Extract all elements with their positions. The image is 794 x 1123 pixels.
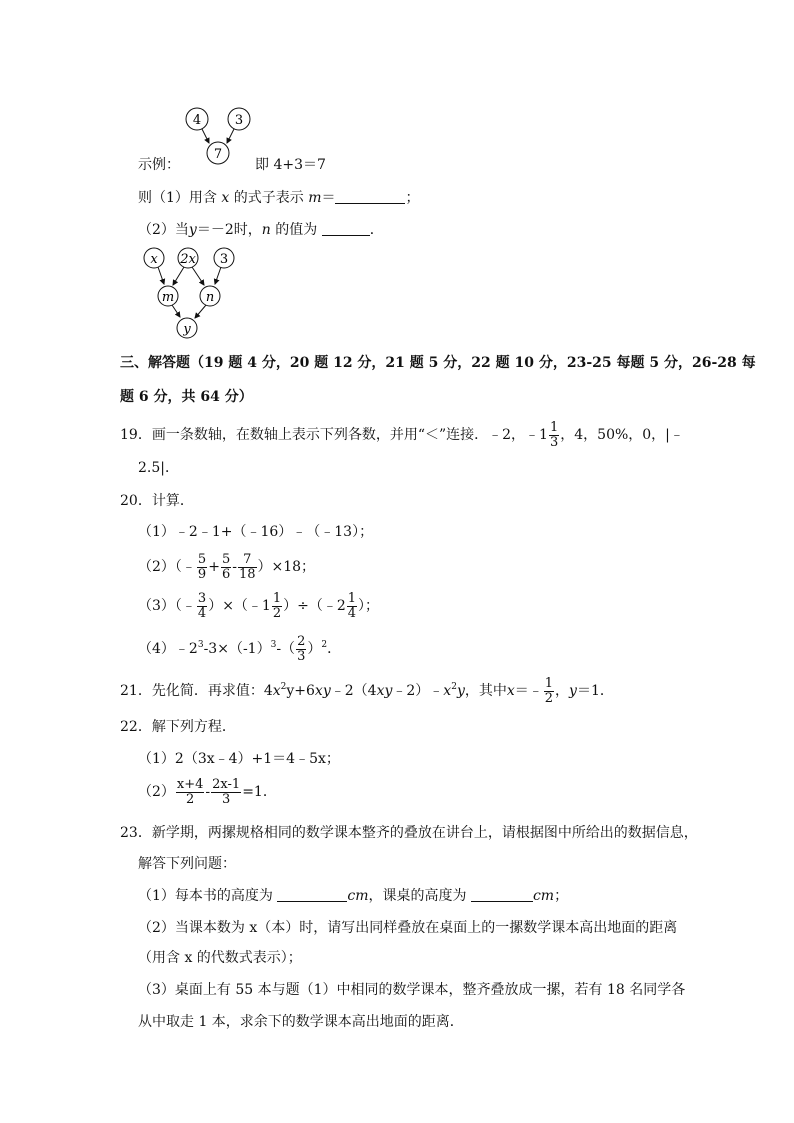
q23-line1: 23．新学期，两摞规格相同的数学课本整齐的叠放在讲台上，请根据图中所给出的数据信息， (120, 825, 698, 841)
answer-blank-book-height[interactable] (277, 887, 347, 902)
example-top-right: 3 (234, 113, 244, 128)
section-heading: 三、解答题（19 题 4 分，20 题 12 分，21 题 5 分，22 题 10 分，23-25 每题 5 分，26-28 每 (120, 355, 756, 371)
q23-line2: 解答下列问题： (138, 856, 236, 872)
answer-blank-n[interactable] (322, 221, 370, 236)
example-top-left: 4 (192, 113, 202, 128)
q19-line2: 2.5|． (138, 460, 179, 476)
q22-part1: （1）2（3x﹣4）+1＝4﹣5x； (138, 751, 340, 767)
node-2x: 2x (180, 252, 196, 267)
q21: 21．先化简．再求值：$4x^2y+6xy﹣2(4xy﹣2)﹣x^2y$，其中x＝﹣ $\frac{1}{2}$ ，y＝1． (120, 675, 614, 706)
example-bottom: 7 (213, 147, 223, 162)
example-diagram (180, 104, 260, 168)
q20-part4: $(4)﹣2^3-3\times(-1)^3-$（ $\frac{2}{3}$ ）$^2$． (138, 633, 342, 664)
q23-part2-line2: （用含 x 的代数式表示）； (138, 950, 302, 966)
q19-line1: 19．画一条数轴，在数轴上表示下列各数，并用“＜”连接．﹣2，﹣1 $\frac{1}{3}$ ，4，50%，0，|﹣ (120, 419, 684, 450)
node-x: x (150, 252, 158, 267)
q22-part2: （2） $\frac{x+4}{2}$ - $\frac{2x-1}{3}$ =1． (138, 776, 277, 807)
q18-part1: 则（1）用含 x 的式子表示 m＝ ； (138, 190, 420, 206)
node-n: n (205, 290, 215, 305)
example-label: 示例： (138, 157, 180, 173)
q22-title: 22．解下列方程． (120, 719, 236, 735)
answer-blank-m[interactable] (335, 189, 405, 204)
q23-part3-line2: 从中取走 1 本，求余下的数学课本高出地面的距离． (138, 1014, 464, 1030)
node-y: y (183, 322, 191, 337)
example-meaning: 即 4+3＝7 (255, 157, 326, 173)
q20-title: 20．计算． (120, 493, 194, 509)
q23-part2-line1: （2）当课本数为 x（本）时，请写出同样叠放在桌面上的一摞数学课本高出地面的距离 (138, 920, 678, 936)
node-3: 3 (219, 252, 229, 267)
q20-part1: （1）﹣2﹣1+（﹣16）﹣（﹣13）； (138, 524, 374, 540)
section-heading-cont: 题 6 分，共 64 分） (120, 389, 253, 405)
q18-diagram (140, 244, 244, 340)
answer-blank-desk-height[interactable] (471, 887, 533, 902)
q18-part2: （2）当y＝－2时，n 的值为 ． (138, 222, 384, 238)
q20-part3: （3）（﹣ $\frac{3}{4}$ ）×（﹣1 $\frac{1}{2}$ ）÷（﹣2 $\frac{1}{4}$ ）； (138, 590, 380, 621)
q20-part2: （2）（﹣ $\frac{5}{9}$ + $\frac{5}{6}$ - $\frac{7}{18}$ ）×18； (138, 551, 316, 582)
node-m: m (161, 290, 175, 305)
q23-part3-line1: （3）桌面上有 55 本与题（1）中相同的数学课本，整齐叠放成一摞，若有 18 名同学各 (138, 982, 686, 998)
q23-part1: （1）每本书的高度为 cm，课桌的高度为 cm； (138, 888, 569, 904)
